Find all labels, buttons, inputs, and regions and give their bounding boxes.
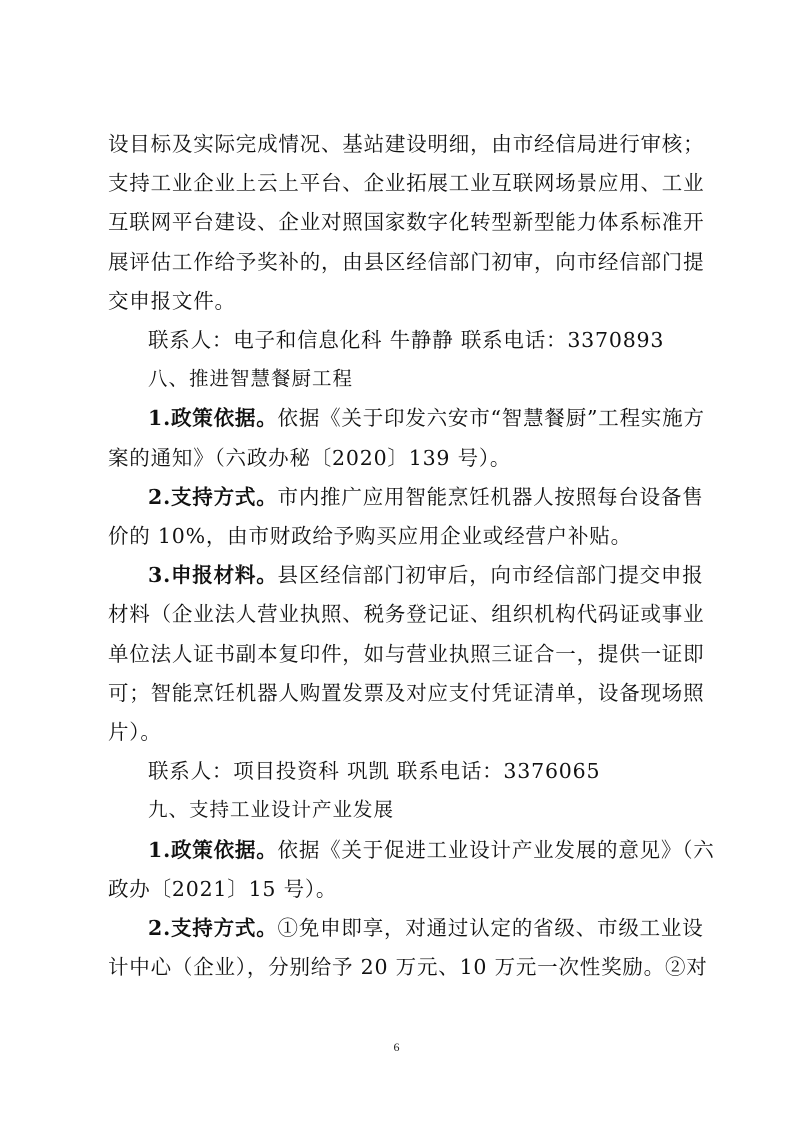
text-line: 设目标及实际完成情况、基站建设明细，由市经信局进行审核； xyxy=(108,132,705,156)
text-line: 交申报文件。 xyxy=(108,288,236,313)
paragraph-label: 3.申报材料。 xyxy=(148,563,278,588)
paragraph-text: ①免申即享，对通过认定的省级、市级工业设 xyxy=(277,916,704,940)
paragraph-text: 市内推广应用智能烹饪机器人按照每台设备售 xyxy=(277,484,704,509)
text-line: 互联网平台建设、企业对照国家数字化转型新型能力体系标准开 xyxy=(108,210,705,235)
text-line: 案的通知》（六政办秘〔2020〕139 号）。 xyxy=(108,445,512,470)
paragraph-support-method xyxy=(148,484,704,510)
paragraph-label: 1.政策依据。 xyxy=(148,406,278,431)
text-line: 价的 10%，由市财政给予购买应用企业或经营户补贴。 xyxy=(108,524,632,548)
contact-line: 联系人：电子和信息化科 牛静静 联系电话：3370893 xyxy=(148,328,665,352)
paragraph-text: 依据《关于印发六安市“智慧餐厨”工程实施方 xyxy=(277,406,705,431)
text-line: 可；智能烹饪机器人购置发票及对应支付凭证清单，设备现场照 xyxy=(108,680,705,705)
text-line: 展评估工作给予奖补的，由县区经信部门初审，向市经信部门提 xyxy=(108,249,705,274)
text-line: 计中心（企业），分别给予 20 万元、10 万元一次性奖励。②对 xyxy=(108,955,708,980)
paragraph-support-method xyxy=(148,915,704,941)
paragraph-label: 2.支持方式。 xyxy=(148,484,278,509)
paragraph-text: 依据《关于促进工业设计产业发展的意见》（六 xyxy=(277,837,715,862)
text-line: 支持工业企业上云上平台、企业拓展工业互联网场景应用、工业 xyxy=(108,171,705,196)
text-line: 政办〔2021〕15 号）。 xyxy=(108,876,338,901)
paragraph-text: 县区经信部门初审后，向市经信部门提交申报 xyxy=(277,563,704,588)
paragraph-policy-basis xyxy=(148,405,705,431)
paragraph-application-materials xyxy=(148,562,704,588)
paragraph-policy-basis xyxy=(148,837,715,863)
contact-line: 联系人：项目投资科 巩凯 联系电话：3376065 xyxy=(148,759,601,784)
paragraph-label: 1.政策依据。 xyxy=(148,837,278,862)
section-heading-9: 九、支持工业设计产业发展 xyxy=(148,798,395,822)
text-line: 片）。 xyxy=(108,720,162,744)
page-number: 6 xyxy=(393,1040,400,1054)
paragraph-label: 2.支持方式。 xyxy=(148,916,278,940)
text-line: 单位法人证书副本复印件，如与营业执照三证合一，提供一证即 xyxy=(108,641,705,666)
section-heading-8: 八、推进智慧餐厨工程 xyxy=(148,367,354,391)
text-line: 材料（企业法人营业执照、税务登记证、组织机构代码证或事业 xyxy=(108,602,705,627)
